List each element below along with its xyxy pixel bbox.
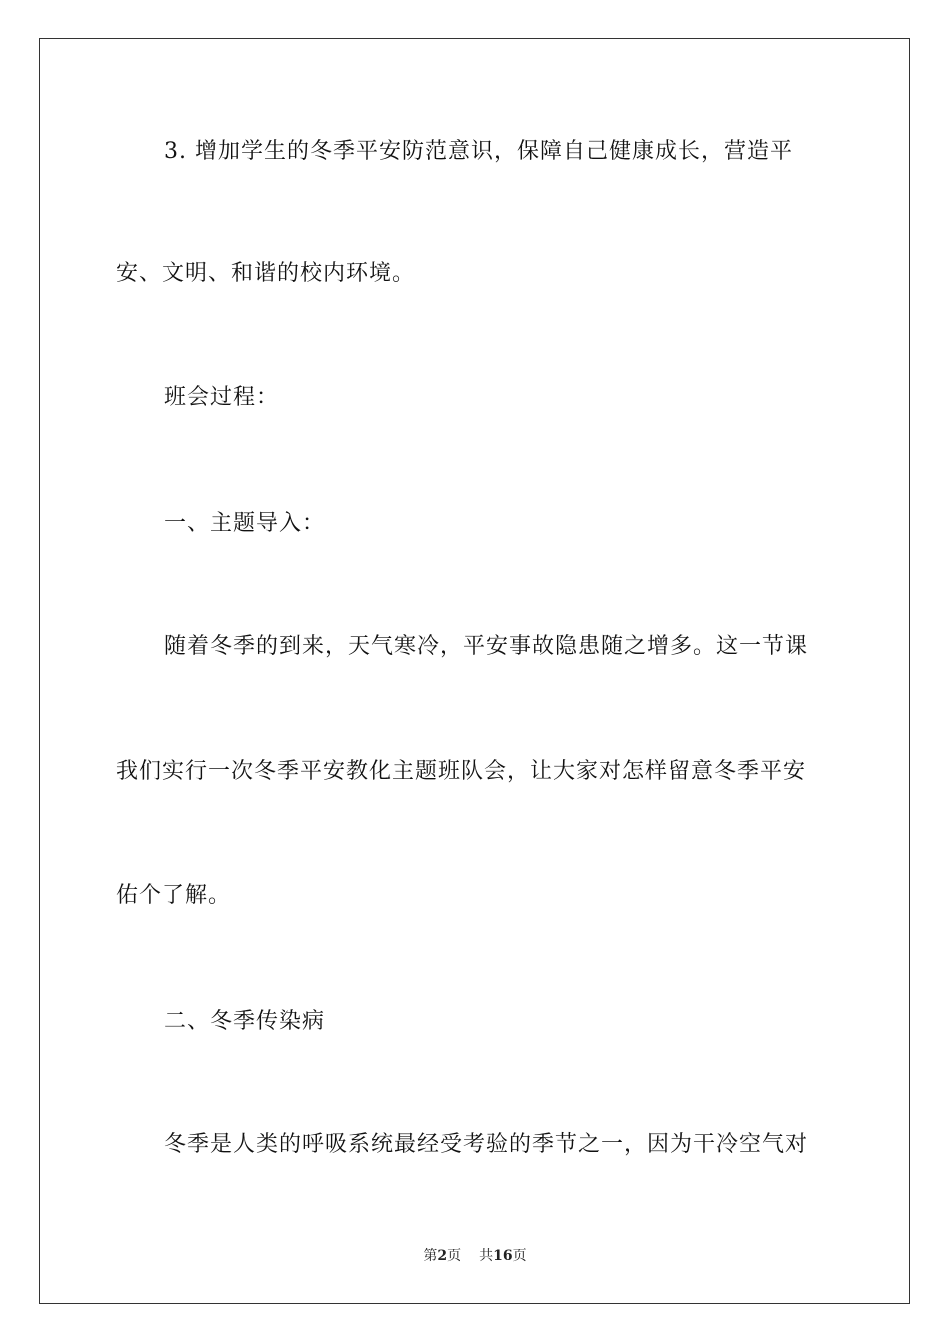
page-prefix: 第 xyxy=(423,1248,438,1264)
section-heading: 一、主题导入： xyxy=(164,511,326,536)
paragraph-line: 安、文明、和谐的校内环境。 xyxy=(116,261,416,286)
paragraph-line: 班会过程： xyxy=(164,385,280,410)
paragraph-line: 我们实行一次冬季平安教化主题班队会，让大家对怎样留意冬季平安 xyxy=(116,759,807,784)
paragraph-line: 随着冬季的到来，天气寒冷，平安事故隐患随之增多。这一节课 xyxy=(164,634,809,659)
paragraph-line: 佑个了解。 xyxy=(116,883,232,908)
total-suffix: 页 xyxy=(512,1248,527,1264)
page-frame xyxy=(39,38,910,1304)
total-prefix: 共 xyxy=(479,1248,494,1264)
page-footer xyxy=(0,1246,950,1266)
total-pages: 16 xyxy=(493,1248,513,1264)
paragraph-line: 3. 增加学生的冬季平安防范意识，保障自己健康成长，营造平 xyxy=(164,139,793,164)
page-number: 2 xyxy=(437,1248,448,1264)
paragraph-line: 冬季是人类的呼吸系统最经受考验的季节之一，因为干冷空气对 xyxy=(164,1132,809,1157)
section-heading: 二、冬季传染病 xyxy=(164,1009,326,1034)
page-suffix: 页 xyxy=(447,1248,462,1264)
